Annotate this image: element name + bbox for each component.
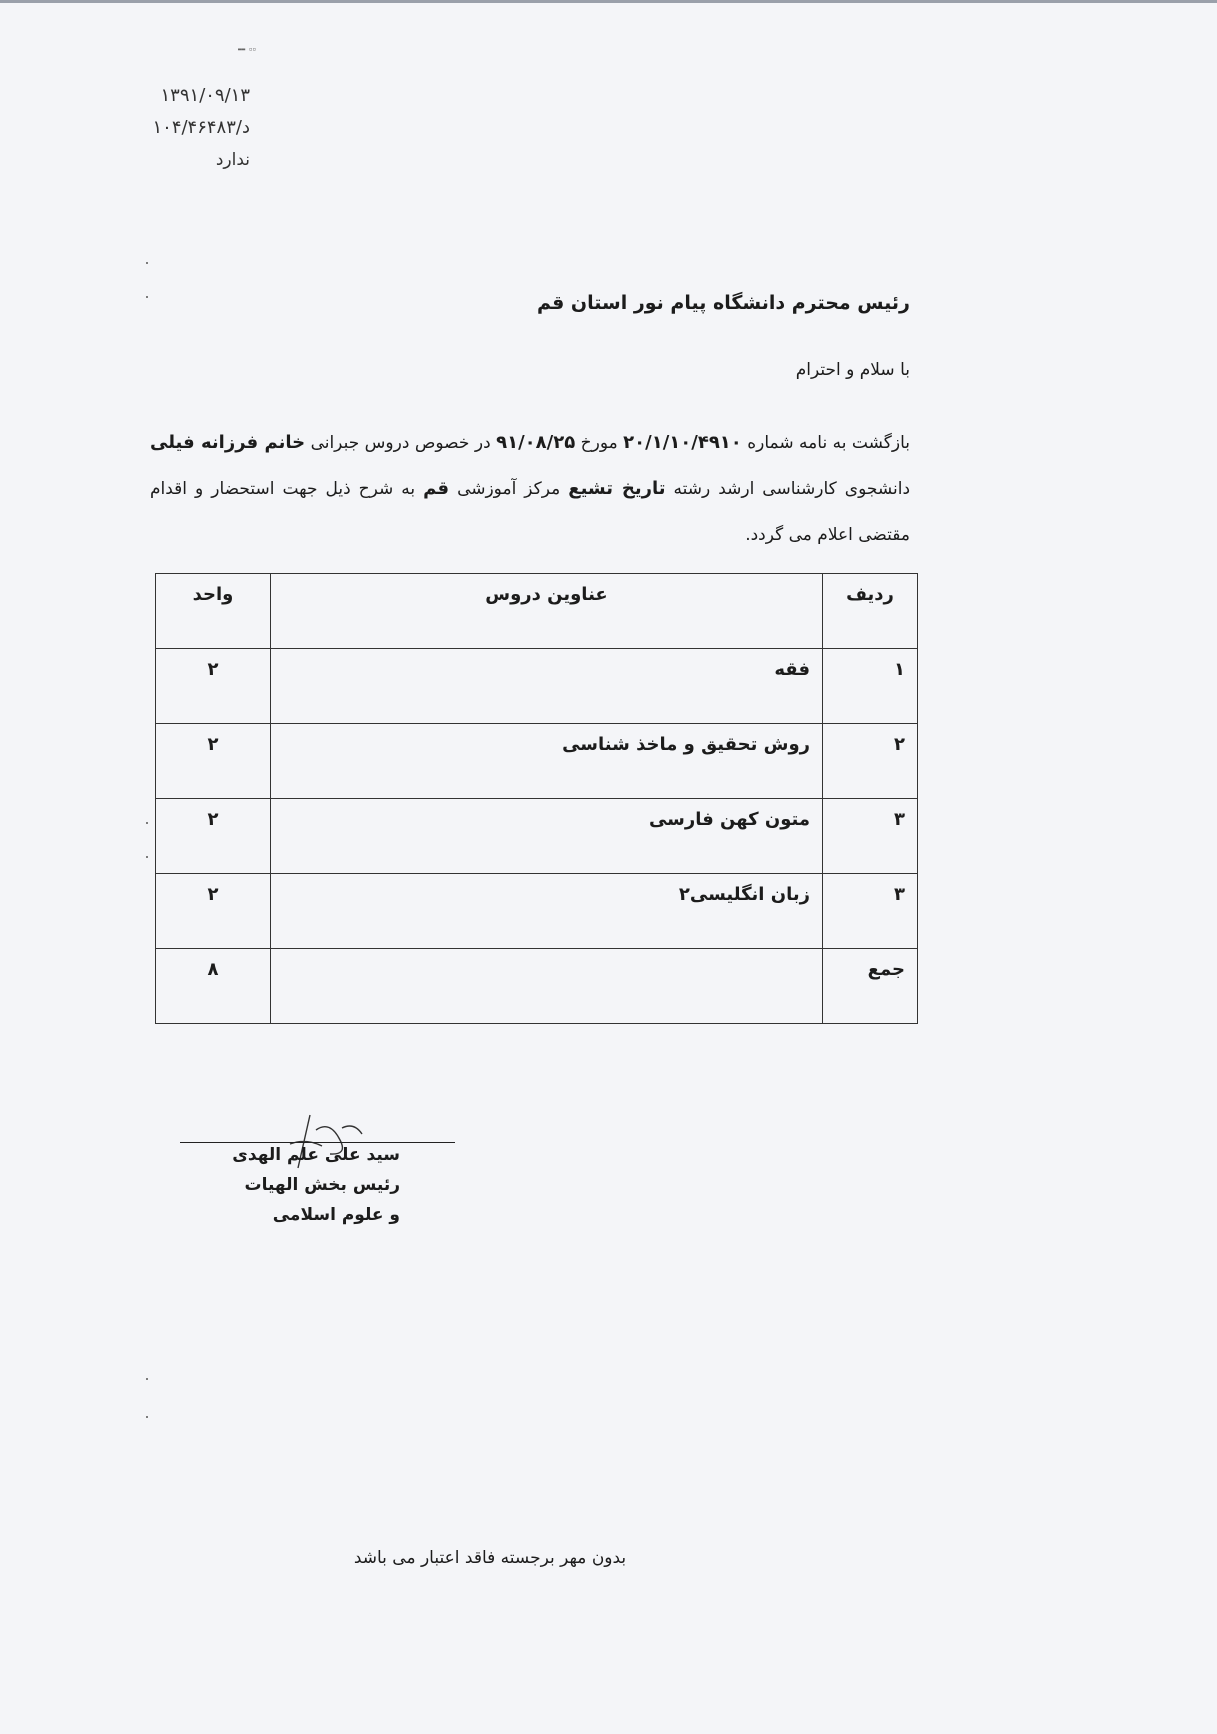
body-text-part: مورخ [580,433,618,453]
body-text-part: مرکز آموزشی [457,479,561,499]
signer-title: رئیس بخش الهیات [244,1175,400,1195]
header-title: عناوین دروس [271,574,823,649]
row-index: ۳ [823,874,918,949]
table-row [156,649,918,724]
scan-dot [146,262,148,264]
body-text-part: دانشجوی کارشناسی ارشد رشته [673,479,911,499]
row-index: ۱ [823,649,918,724]
letter-meta [110,80,250,176]
total-title [271,949,823,1024]
table-total-row [156,949,918,1024]
row-units: ۲ [156,799,271,874]
footer-note: بدون مهر برجسته فاقد اعتبار می باشد [353,1548,627,1568]
row-units: ۲ [156,724,271,799]
signer-name: سید علی علم الهدی [232,1145,400,1165]
body-text-part: بازگشت به نامه شماره [747,433,910,453]
scan-mark: ▬▬ ▫▫ [238,46,257,53]
scan-dot [146,1416,148,1418]
greeting: با سلام و احترام [795,360,910,380]
education-center: قم [423,478,450,499]
scan-dot [146,856,148,858]
scan-dot [146,1378,148,1380]
letter-reference-number: د/۱۰۴/۴۶۴۸۳ [152,117,250,138]
student-name: خانم فرزانه فیلی [150,432,306,453]
courses-table [155,573,918,1024]
total-units: ۸ [156,949,271,1024]
field-of-study: تاریخ تشیع [568,478,666,499]
row-course-title: فقه [271,649,823,724]
referenced-letter-number: ۲۰/۱/۱۰/۴۹۱۰ [623,432,742,453]
total-label: جمع [823,949,918,1024]
header-index: ردیف [823,574,918,649]
table-row [156,799,918,874]
header-units: واحد [156,574,271,649]
scan-edge [0,0,1217,3]
scan-dot [146,296,148,298]
row-units: ۲ [156,874,271,949]
letter-date: ۱۳۹۱/۰۹/۱۳ [160,85,250,106]
table-header-row [156,574,918,649]
body-text-part: در خصوص دروس جبرانی [310,433,491,453]
referenced-letter-date: ۹۱/۰۸/۲۵ [496,432,576,453]
addressee: رئیس محترم دانشگاه پیام نور استان قم [536,292,910,314]
row-course-title: متون کهن فارسی [271,799,823,874]
row-index: ۲ [823,724,918,799]
letter-attachment: ندارد [215,150,250,170]
row-units: ۲ [156,649,271,724]
table-row [156,874,918,949]
row-course-title: زبان انگلیسی۲ [271,874,823,949]
table-row [156,724,918,799]
row-course-title: روش تحقیق و ماخذ شناسی [271,724,823,799]
body-text-part: به شرح ذیل جهت استحضار و اقدام مقتضی اعلام می گردد. [150,479,910,545]
letter-body [150,420,910,558]
scan-dot [146,822,148,824]
signature-block [220,1140,400,1230]
row-index: ۳ [823,799,918,874]
signer-title-cont: و علوم اسلامی [272,1205,400,1225]
